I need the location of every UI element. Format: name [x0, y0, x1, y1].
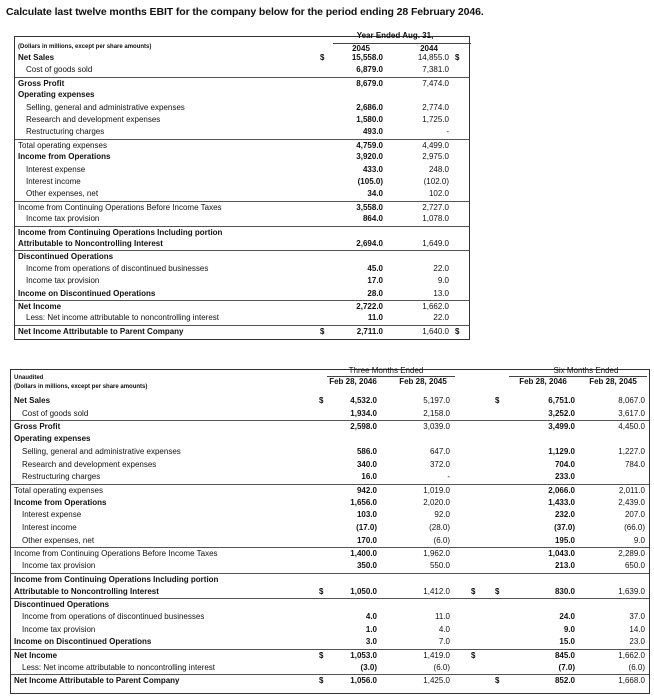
row-label: Cost of goods sold [26, 65, 93, 75]
value-a: (3.0) [360, 662, 377, 672]
row-label: Interest expense [26, 164, 86, 174]
value-c: 1,433.0 [548, 497, 575, 507]
row-label: Less: Net income attributable to noncontrolling interest [22, 662, 215, 672]
value-a: 4,532.0 [350, 396, 377, 405]
statement-row-income-from-operations [11, 497, 649, 508]
statement-row-attributable-to-noncontrolling-interest [11, 586, 649, 597]
dollar-sign: $ [319, 396, 324, 405]
value-c: 15.0 [559, 637, 575, 647]
row-label: Income tax provision [22, 624, 96, 634]
value-c: (37.0) [554, 523, 575, 532]
statement-row-operating-expenses [11, 433, 649, 444]
value-d: 37.0 [629, 611, 645, 621]
value-b: 102.0 [428, 189, 449, 199]
value-d: 1,639.0 [618, 586, 645, 596]
value-c: 3,252.0 [548, 408, 575, 418]
value-a: 3,558.0 [356, 202, 383, 212]
dollar-sign: $ [320, 53, 325, 62]
value-b: - [447, 472, 450, 482]
row-label: Selling, general and administrative expenses [26, 102, 185, 112]
statement-row-income-tax-provision [15, 275, 469, 286]
row-label: Net Sales [18, 53, 55, 62]
dollar-sign: $ [495, 396, 500, 405]
value-a: 4.0 [365, 611, 377, 621]
dollar-sign: $ [495, 676, 500, 686]
statement-row-cost-of-goods-sold [11, 408, 649, 419]
statement-row-attributable-to-noncontrolling-interest [15, 238, 469, 249]
statement-row-income-from-operations [15, 151, 469, 162]
row-label: Less: Net income attributable to noncontrolling interest [26, 313, 219, 323]
value-a: (105.0) [357, 177, 383, 186]
value-c: 6,751.0 [548, 396, 575, 405]
value-d: 1,227.0 [618, 446, 645, 456]
value-c: 2,066.0 [548, 485, 575, 495]
value-a: 493.0 [362, 127, 383, 137]
value-a: 103.0 [356, 510, 377, 520]
statement-row-cost-of-goods-sold [15, 64, 469, 75]
value-a: 433.0 [362, 164, 383, 174]
statement-row-income-from-operations-of-discontinued-businesses [15, 263, 469, 274]
value-b: 2,774.0 [422, 102, 449, 112]
statement-row-restructuring-charges [15, 126, 469, 137]
value-a: 3,920.0 [356, 152, 383, 162]
statement-row-other-expenses-net [11, 535, 649, 546]
value-b: 2,727.0 [422, 202, 449, 212]
statement-row-net-income-attributable-to-parent-company [15, 325, 469, 337]
row-label: Income tax provision [26, 276, 100, 286]
value-b: 1,725.0 [422, 115, 449, 124]
value-c: 195.0 [554, 535, 575, 545]
value-b: 647.0 [429, 446, 450, 456]
row-label: Income from operations of discontinued businesses [22, 611, 205, 621]
value-b: (102.0) [423, 177, 449, 186]
value-b: 2,975.0 [422, 152, 449, 162]
value-b: 1,962.0 [423, 549, 450, 559]
col-h-2046-header: Feb 28, 2046 [519, 377, 567, 386]
value-a: 1,400.0 [350, 549, 377, 559]
value-b: - [446, 127, 449, 137]
value-a: 15,558.0 [351, 53, 383, 62]
value-b: 1,640.0 [422, 326, 449, 336]
three-months-header: Three Months Ended [348, 366, 424, 375]
dollar-sign: $ [319, 676, 324, 686]
row-label: Interest expense [22, 510, 82, 520]
statement-row-research-and-development-expenses [11, 459, 649, 470]
value-d: 14.0 [629, 624, 645, 634]
value-a: 1,656.0 [350, 497, 377, 507]
statement-row-total-operating-expenses [11, 484, 649, 496]
row-label: Net Income Attributable to Parent Company [18, 326, 184, 336]
statement-row-selling-general-and-administrative-expenses [15, 102, 469, 113]
value-b: (6.0) [433, 535, 450, 545]
value-b: 1,019.0 [423, 485, 450, 495]
units-note: (Dollars in millions, except per share amounts) [18, 44, 152, 50]
col-h-2045-header: Feb 28, 2045 [589, 377, 637, 386]
value-d: 4,450.0 [618, 422, 645, 432]
row-label: Restructuring charges [26, 127, 105, 137]
value-b: 5,197.0 [423, 396, 450, 405]
statement-row-total-operating-expenses [15, 139, 469, 151]
value-d: (6.0) [628, 662, 645, 672]
statement-row-net-income [11, 649, 649, 661]
value-a: 942.0 [356, 485, 377, 495]
unaudited-label: Unaudited [14, 375, 44, 381]
value-d: 9.0 [633, 535, 645, 545]
value-a: 45.0 [367, 263, 383, 273]
value-b: (28.0) [429, 523, 450, 532]
value-b: 1,419.0 [423, 651, 450, 660]
statement-row-other-expenses-net [15, 188, 469, 199]
value-a: 6,879.0 [356, 65, 383, 75]
value-c: 24.0 [559, 611, 575, 621]
statement-row-discontinued-operations [11, 598, 649, 610]
value-b: 1,662.0 [422, 302, 449, 311]
value-a: 2,598.0 [350, 422, 377, 432]
value-d: 207.0 [624, 510, 645, 520]
row-label: Attributable to Noncontrolling Interest [14, 586, 159, 596]
value-a: 3.0 [365, 637, 377, 647]
value-a: 1.0 [365, 624, 377, 634]
value-a: 2,686.0 [356, 102, 383, 112]
value-d: 1,662.0 [618, 651, 645, 660]
statement-row-research-and-development-expenses [15, 114, 469, 125]
value-a: 11.0 [367, 313, 383, 323]
interim-income-statement [10, 366, 650, 694]
value-d: 2,439.0 [618, 497, 645, 507]
value-b: 3,039.0 [423, 422, 450, 432]
row-label: Income from Continuing Operations Before Income Taxes [18, 202, 222, 212]
row-label: Income from Operations [18, 152, 111, 162]
value-a: 17.0 [367, 276, 383, 286]
col-q-2046-header: Feb 28, 2046 [329, 377, 377, 386]
row-label: Net Income Attributable to Parent Company [14, 676, 180, 686]
col-2044-header: 2044 [420, 44, 438, 53]
value-b: 9.0 [437, 276, 449, 286]
value-a: 8,679.0 [356, 78, 383, 88]
value-b: 2,158.0 [423, 408, 450, 418]
statement-row-less-net-income-attributable-to-noncontrolling-interest [15, 312, 469, 323]
statement-row-income-tax-provision [11, 560, 649, 571]
row-label: Operating expenses [14, 434, 91, 444]
question-title: Calculate last twelve months EBIT for the company below for the period ending 28 February 2046. [6, 6, 484, 18]
value-d: 650.0 [624, 561, 645, 571]
value-b: 1,425.0 [423, 676, 450, 686]
value-c: 9.0 [563, 624, 575, 634]
value-c: 1,043.0 [548, 549, 575, 559]
value-c: 232.0 [554, 510, 575, 520]
row-label: Attributable to Noncontrolling Interest [18, 239, 163, 248]
statement-row-income-tax-provision [15, 213, 469, 224]
value-b: 372.0 [429, 459, 450, 469]
statement-row-income-from-continuing-operations-including-portion [15, 226, 469, 238]
statement-row-income-from-continuing-operations-including-portion [11, 573, 649, 585]
statement-row-net-income-attributable-to-parent-company [11, 674, 649, 686]
value-c: 213.0 [554, 561, 575, 571]
row-label: Cost of goods sold [22, 408, 89, 418]
row-label: Income on Discontinued Operations [14, 637, 152, 647]
dollar-sign: $ [471, 586, 476, 596]
row-label: Interest income [26, 177, 81, 186]
value-a: 340.0 [356, 459, 377, 469]
row-label: Operating expenses [18, 90, 95, 100]
statement-row-interest-expense [15, 164, 469, 175]
statement-row-interest-expense [11, 509, 649, 520]
value-a: 2,722.0 [356, 302, 383, 311]
value-c: 830.0 [554, 586, 575, 596]
value-a: 170.0 [356, 535, 377, 545]
row-label: Restructuring charges [22, 472, 101, 482]
row-label: Research and development expenses [22, 459, 157, 469]
value-b: 1,078.0 [422, 214, 449, 224]
statement-row-net-sales [11, 395, 649, 406]
value-b: 11.0 [435, 611, 450, 621]
value-b: (6.0) [433, 662, 450, 672]
statement-row-income-from-continuing-operations-before-income-taxes [11, 547, 649, 559]
value-a: 1,580.0 [356, 115, 383, 124]
row-label: Research and development expenses [26, 115, 161, 124]
value-a: 2,711.0 [356, 326, 383, 336]
six-months-header: Six Months Ended [553, 366, 619, 375]
units-note-2: (Dollars in millions, except per share amounts) [14, 384, 148, 390]
row-label: Income on Discontinued Operations [18, 288, 156, 298]
statement-row-discontinued-operations [15, 250, 469, 262]
row-label: Other expenses, net [26, 189, 99, 199]
value-d: 2,011.0 [618, 485, 645, 495]
value-a: 1,053.0 [350, 651, 377, 660]
row-label: Gross Profit [18, 78, 65, 88]
value-b: 1,412.0 [423, 586, 450, 596]
row-label: Other expenses, net [22, 535, 95, 545]
row-label: Income from Continuing Operations Before Income Taxes [14, 549, 218, 559]
value-c: 1,129.0 [548, 446, 575, 456]
row-label: Income from Continuing Operations Including portion [14, 574, 219, 584]
annual-income-statement [14, 31, 470, 340]
value-a: 1,934.0 [350, 408, 377, 418]
statement-row-interest-income [15, 176, 469, 187]
row-label: Discontinued Operations [18, 252, 114, 262]
statement-row-selling-general-and-administrative-expenses [11, 446, 649, 457]
value-d: 1,668.0 [618, 676, 645, 686]
dollar-sign: $ [320, 326, 325, 336]
row-label: Income tax provision [22, 561, 96, 571]
value-a: 34.0 [367, 189, 383, 199]
value-a: 16.0 [361, 472, 377, 482]
value-d: 2,289.0 [618, 549, 645, 559]
value-b: 14,855.0 [417, 53, 449, 62]
dollar-sign: $ [319, 586, 324, 596]
value-b: 4,499.0 [422, 140, 449, 150]
statement-row-income-on-discontinued-operations [15, 288, 469, 299]
value-c: 845.0 [554, 651, 575, 660]
value-b: 22.0 [433, 263, 449, 273]
row-label: Income from operations of discontinued businesses [26, 263, 209, 273]
value-d: 23.0 [629, 637, 645, 647]
value-c: 3,499.0 [548, 422, 575, 432]
dollar-sign: $ [455, 326, 460, 336]
value-b: 7,474.0 [422, 78, 449, 88]
value-a: 350.0 [356, 561, 377, 571]
value-b: 13.0 [433, 288, 449, 298]
statement-row-net-sales [15, 52, 469, 63]
dollar-sign: $ [319, 651, 324, 660]
col-q-2045-header: Feb 28, 2045 [399, 377, 447, 386]
row-label: Selling, general and administrative expenses [22, 446, 181, 456]
value-b: 4.0 [438, 624, 450, 634]
statement-row-income-on-discontinued-operations [11, 636, 649, 647]
value-d: 784.0 [624, 459, 645, 469]
value-d: 8,067.0 [618, 396, 645, 405]
value-c: 704.0 [554, 459, 575, 469]
value-a: 4,759.0 [356, 140, 383, 150]
statement-row-gross-profit [11, 420, 649, 432]
row-label: Total operating expenses [18, 140, 107, 150]
statement-row-interest-income [11, 522, 649, 533]
value-d: 3,617.0 [618, 408, 645, 418]
value-b: 92.0 [434, 510, 450, 520]
statement-row-restructuring-charges [11, 471, 649, 482]
value-d: (66.0) [624, 523, 645, 532]
statement-row-gross-profit [15, 77, 469, 89]
dollar-sign: $ [471, 651, 476, 660]
value-a: 864.0 [362, 214, 383, 224]
value-a: 28.0 [367, 288, 383, 298]
row-label: Income from Continuing Operations Including portion [18, 227, 223, 237]
dollar-sign: $ [495, 586, 500, 596]
row-label: Net Income [14, 651, 58, 660]
value-c: 852.0 [554, 676, 575, 686]
value-b: 7,381.0 [422, 65, 449, 75]
row-label: Income tax provision [26, 214, 100, 224]
value-a: 1,050.0 [350, 586, 377, 596]
value-a: 2,694.0 [356, 239, 383, 248]
statement-row-operating-expenses [15, 89, 469, 100]
row-label: Income from Operations [14, 497, 107, 507]
dollar-sign: $ [455, 53, 460, 62]
value-b: 22.0 [433, 313, 449, 323]
value-c: 233.0 [554, 472, 575, 482]
row-label: Interest income [22, 523, 77, 532]
row-label: Total operating expenses [14, 485, 103, 495]
row-label: Gross Profit [14, 422, 61, 432]
value-b: 1,649.0 [422, 239, 449, 248]
statement-row-income-tax-provision [11, 624, 649, 635]
value-b: 7.0 [438, 637, 450, 647]
statement-row-net-income [15, 300, 469, 312]
row-label: Net Income [18, 302, 62, 311]
value-c: (7.0) [558, 662, 575, 672]
value-b: 2,020.0 [423, 497, 450, 507]
value-a: 1,056.0 [350, 676, 377, 686]
statement-row-income-from-continuing-operations-before-income-taxes [15, 201, 469, 213]
value-b: 248.0 [428, 164, 449, 174]
value-a: 586.0 [356, 446, 377, 456]
value-b: 550.0 [429, 561, 450, 571]
statement-row-income-from-operations-of-discontinued-businesses [11, 611, 649, 622]
statement-row-less-net-income-attributable-to-noncontrolling-interest [11, 662, 649, 673]
value-a: (17.0) [356, 523, 377, 532]
col-2045-header: 2045 [352, 44, 370, 53]
row-label: Net Sales [14, 396, 51, 405]
year-ended-header: Year Ended Aug. 31, [356, 31, 434, 40]
row-label: Discontinued Operations [14, 600, 110, 610]
